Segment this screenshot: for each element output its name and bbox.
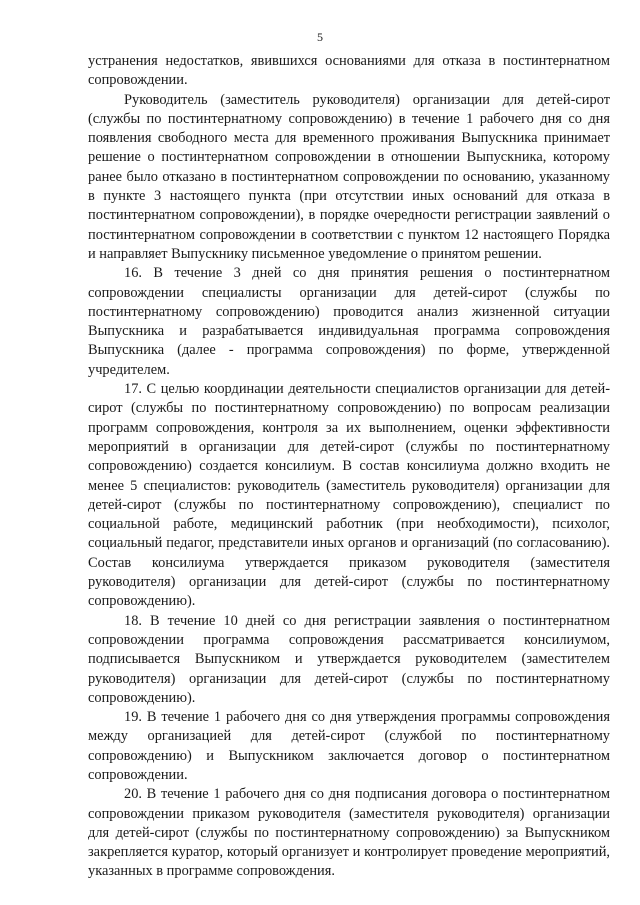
- paragraph-20: 20. В течение 1 рабочего дня со дня подписания договора о постинтернатном сопровождении приказом руководителя (заместителя руководителя) организации для детей-сирот (службы по постинтернатному сопровождению) за Выпускником закрепляется куратор, который организует и контролирует проведение мероприятий, указанных в программе сопровождения.: [88, 786, 610, 880]
- paragraph-19: 19. В течение 1 рабочего дня со дня утверждения программы сопровождения между организацией для детей-сирот (службой по постинтернатному сопровождению) и Выпускником заключается договор о постинтернатном сопровождении.: [88, 709, 610, 783]
- paragraph-continuation: устранения недостатков, явившихся основаниями для отказа в постинтернатном сопровождении.: [88, 53, 610, 89]
- paragraph-decision: Руководитель (заместитель руководителя) организации для детей-сирот (службы по постинтернатному сопровождению) в течение 1 рабочего дня со дня появления свободного места для временного проживания Выпускника принимает решение о постинтернатном сопровождении в отношении Выпускника, которому ранее было отказано в постинтернатном сопровождении по основанию, указанному в пункте 3 настоящего пункта (при отсутствии иных оснований для отказа в постинтернатном сопровождении), в порядке очередности регистрации заявлений о постинтернатном сопровождении в соответствии с пунктом 12 настоящего Порядка и направляет Выпускнику письменное уведомление о принятом решении.: [88, 91, 610, 262]
- document-body: [88, 52, 610, 882]
- page-number: 5: [317, 30, 323, 44]
- paragraph-18: 18. В течение 10 дней со дня регистрации заявления о постинтернатном сопровождении программа сопровождения рассматривается консилиумом, подписывается Выпускником и утверждается руководителем (заместителем руководителя) организации для детей-сирот (службы по постинтернатному сопровождению).: [88, 612, 610, 706]
- paragraph-16: 16. В течение 3 дней со дня принятия решения о постинтернатном сопровождении специалисты организации для детей-сирот (службы по постинтернатному сопровождению) проводится анализ жизненной ситуации Выпускника и разрабатывается индивидуальная программа сопровождения Выпускника (далее - программа сопровождения) по форме, утвержденной учредителем.: [88, 265, 610, 378]
- paragraph-17: 17. С целью координации деятельности специалистов организации для детей-сирот (службы по постинтернатному сопровождению) по вопросам реализации программ сопровождения, контроля за их выполнением, оценки эффективности мероприятий в организации для детей-сирот (службы по постинтернатному сопровождению) создается консилиум. В состав консилиума должно входить не менее 5 специалистов: руководитель (заместитель руководителя) организации для детей-сирот (службы по постинтернатному сопровождению), специалист по социальной работе, медицинский работник (при необходимости), психолог, социальный педагог, представители иных органов и организаций (по согласованию). Состав консилиума утверждается приказом руководителя (заместителя руководителя) организации для детей-сирот (службы по постинтернатному сопровождению).: [88, 381, 610, 610]
